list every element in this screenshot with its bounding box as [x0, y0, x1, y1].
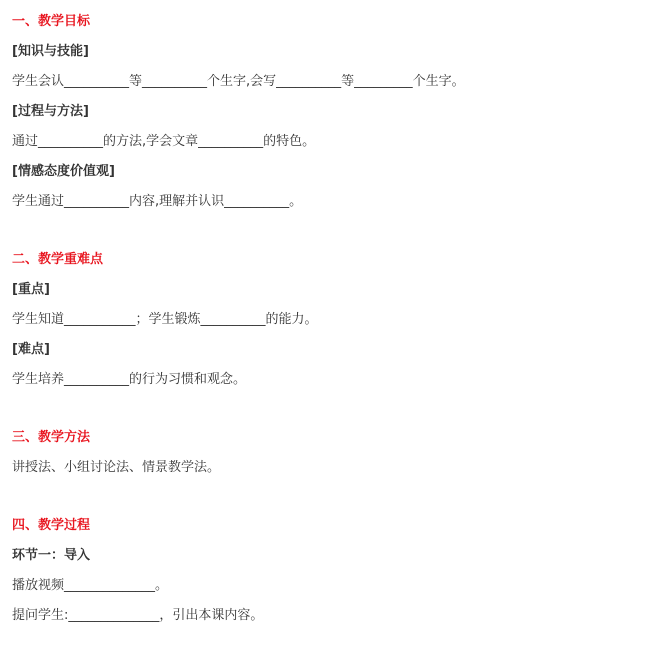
- subsection-label-emotion-values: [情感态度价值观]: [12, 164, 115, 179]
- section-title-key-difficult-points: 二、教学重难点: [12, 252, 104, 267]
- section-title-teaching-methods: 三、教学方法: [12, 430, 91, 445]
- knowledge-skills-text: 学生会认__________等__________个生字,会写__________等_________个生字。: [12, 74, 465, 89]
- subsection-label-knowledge-skills: [知识与技能]: [12, 44, 89, 59]
- process-line-ask-students: 提问学生:______________，引出本课内容。: [12, 608, 264, 623]
- subsection-label-process-methods: [过程与方法]: [12, 104, 89, 119]
- difficult-point-text: 学生培养__________的行为习惯和观念。: [12, 372, 247, 387]
- key-point-text: 学生知道___________；学生锻炼__________的能力。: [12, 312, 318, 327]
- section-title-teaching-goals: 一、教学目标: [12, 14, 91, 29]
- emotion-values-text: 学生通过__________内容,理解并认识__________。: [12, 194, 303, 209]
- subsection-label-difficult-point: [难点]: [12, 342, 50, 357]
- section-title-teaching-process: 四、教学过程: [12, 518, 91, 533]
- process-methods-text: 通过__________的方法,学会文章__________的特色。: [12, 134, 316, 149]
- step-label-introduction: 环节一：导入: [12, 548, 91, 563]
- teaching-methods-text: 讲授法、小组讨论法、情景教学法。: [12, 460, 221, 475]
- subsection-label-key-point: [重点]: [12, 282, 50, 297]
- process-line-play-video: 播放视频______________。: [12, 578, 169, 593]
